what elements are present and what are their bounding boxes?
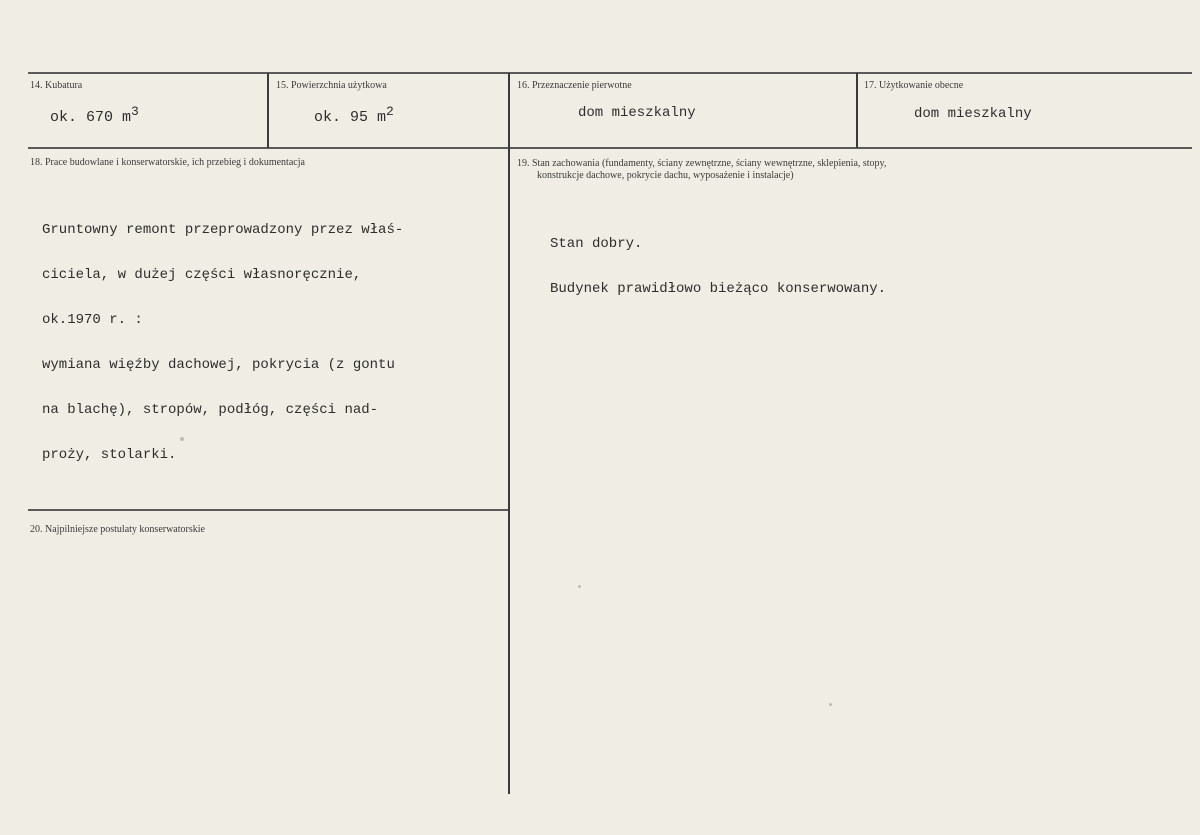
field-14-value bbox=[50, 104, 139, 125]
row1-bottom-rule bbox=[28, 147, 1192, 149]
field-14-exponent: 3 bbox=[131, 104, 139, 119]
field-19-text bbox=[550, 207, 886, 327]
field-19-label bbox=[517, 158, 886, 182]
field-19-label-line: 19. Stan zachowania (fundamenty, ściany zewnętrzne, ściany wewnętrzne, sklepienia, stopy, bbox=[517, 158, 887, 169]
field-14-label: 14. Kubatura bbox=[30, 80, 83, 91]
field-18-line: na blachę), stropów, podłóg, części nad- bbox=[42, 402, 379, 418]
field-16-value: dom mieszkalny bbox=[578, 105, 696, 121]
field-15-label: 15. Powierzchnia użytkowa bbox=[276, 80, 387, 91]
paper-speck bbox=[829, 703, 832, 706]
field-14-value-text: ok. 670 m bbox=[50, 109, 132, 126]
field-19-line: Stan dobry. bbox=[550, 236, 643, 252]
field-18-label: 18. Prace budowlane i konserwatorskie, ich przebieg i dokumentacja bbox=[30, 157, 305, 168]
field-18-text bbox=[42, 193, 403, 493]
field-18-line: ok.1970 r. : bbox=[42, 312, 143, 328]
field-15-value-text: ok. 95 m bbox=[314, 109, 387, 126]
field-18-line: wymiana więźby dachowej, pokrycia (z gontu bbox=[42, 357, 395, 373]
section18-bottom-rule bbox=[28, 509, 509, 511]
divider-16-17 bbox=[856, 73, 858, 148]
field-16-label: 16. Przeznaczenie pierwotne bbox=[517, 80, 632, 91]
paper-speck bbox=[180, 437, 184, 441]
paper-speck bbox=[578, 585, 581, 588]
field-17-label: 17. Użytkowanie obecne bbox=[864, 80, 964, 91]
field-20-label: 20. Najpilniejsze postulaty konserwatorskie bbox=[30, 524, 205, 535]
top-rule bbox=[28, 72, 1192, 74]
field-18-line: Gruntowny remont przeprowadzony przez właś- bbox=[42, 222, 404, 238]
field-17-value: dom mieszkalny bbox=[914, 106, 1032, 122]
field-19-line: Budynek prawidłowo bieżąco konserwowany. bbox=[550, 281, 887, 297]
field-15-exponent: 2 bbox=[386, 104, 394, 119]
field-15-value bbox=[314, 104, 394, 125]
divider-15-16 bbox=[508, 73, 510, 148]
divider-14-15 bbox=[267, 73, 269, 148]
field-18-line: proży, stolarki. bbox=[42, 447, 177, 463]
field-19-label-line: konstrukcje dachowe, pokrycie dachu, wyposażenie i instalacje) bbox=[537, 170, 794, 181]
field-18-line: ciciela, w dużej części własnoręcznie, bbox=[42, 267, 362, 283]
divider-left-right bbox=[508, 148, 510, 794]
